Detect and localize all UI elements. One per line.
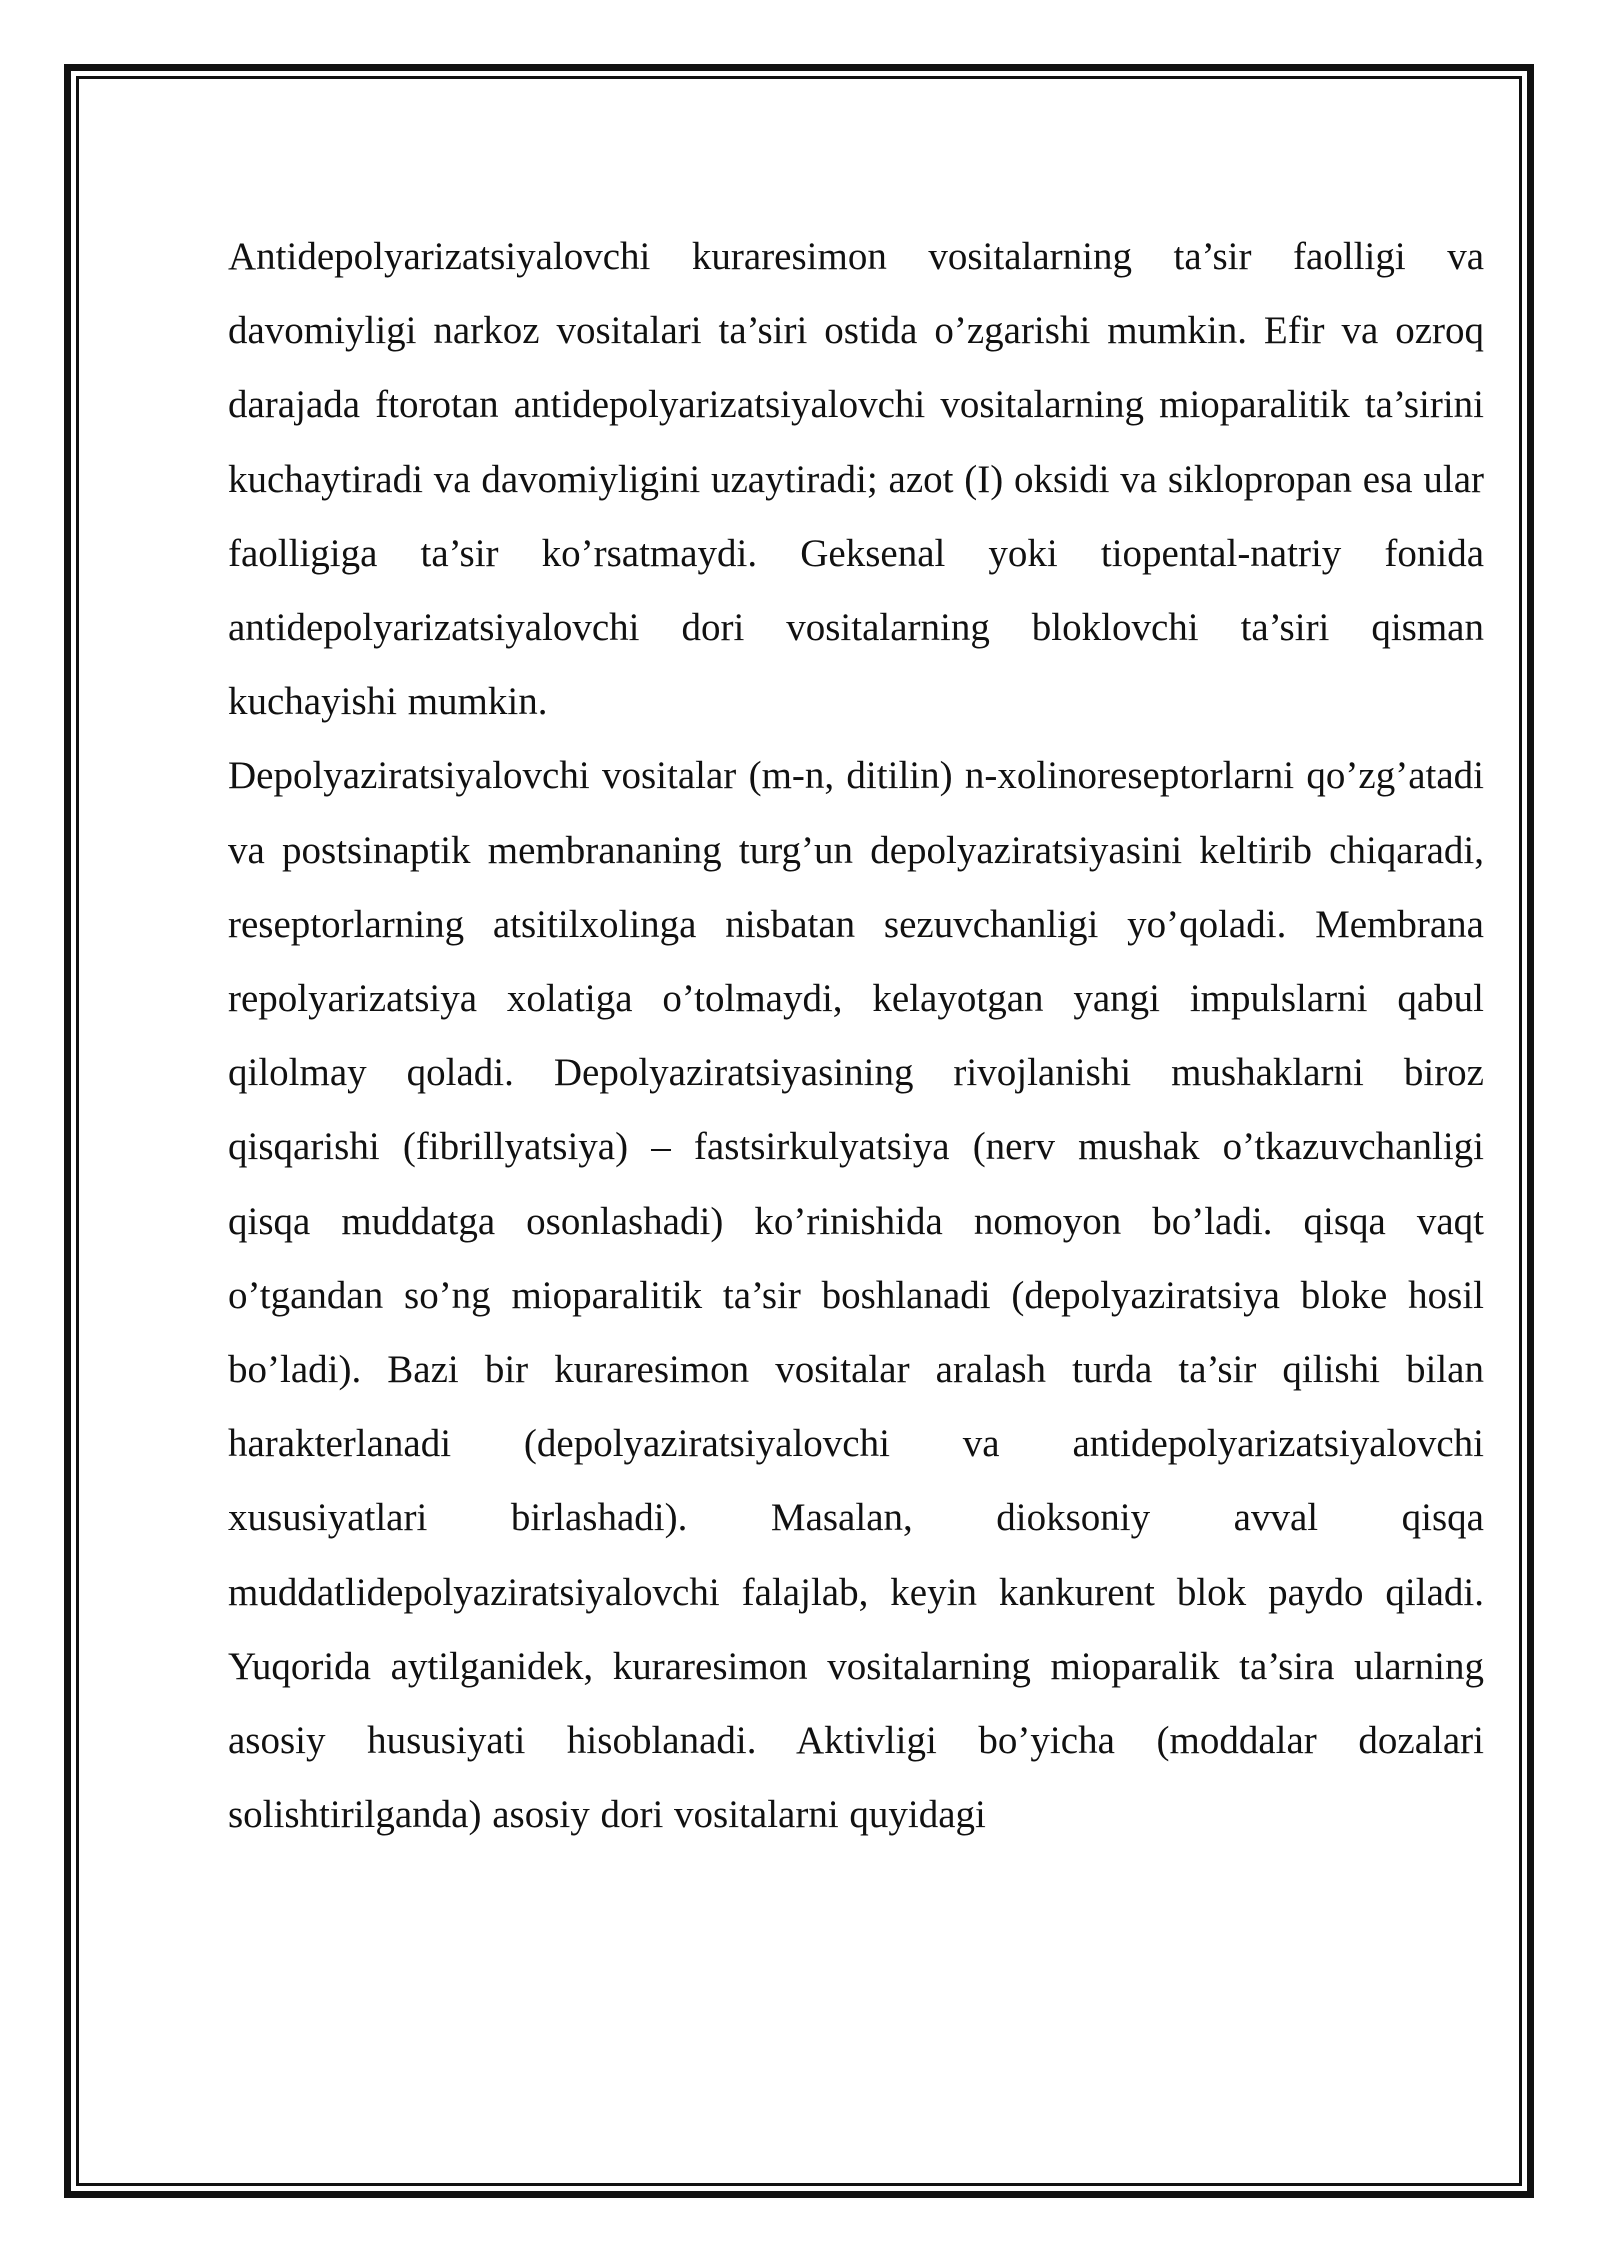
paragraph-antidepolarizing: Antidepolyarizatsiyalovchi kuraresimon vositalarning ta’sir faolligi va davomiyligi narkoz vositalari ta’siri ostida o’zgarishi mumkin. Efir va ozroq darajada ftorotan antidepolyarizatsiyalovchi vositalarning mioparalitik ta’sirini kuchaytiradi va davomiyligini uzaytiradi; azot (I) oksidi va siklopropan esa ular faolligiga ta’sir ko’rsatmaydi. Geksenal yoki tiopental-natriy fonida antidepolyarizatsiyalovchi dori vositalarning bloklovchi ta’siri qisman kuchayishi mumkin. (228, 235, 1484, 724)
document-body (228, 220, 1484, 1852)
paragraph-depolarizing: Depolyaziratsiyalovchi vositalar (m-n, ditilin) n-xolinoreseptorlarni qo’zg’atadi va postsinaptik membrananing turg’un depolyaziratsiyasini keltirib chiqaradi, reseptorlarning atsitilxolinga nisbatan sezuvchanligi yo’qoladi. Membrana repolyarizatsiya xolatiga o’tolmaydi, kelayotgan yangi impulslarni qabul qilolmay qoladi. Depolyaziratsiyasining rivojlanishi mushaklarni biroz qisqarishi (fibrillyatsiya) – fastsirkulyatsiya (nerv mushak o’tkazuvchanligi qisqa muddatga osonlashadi) ko’rinishida nomoyon bo’ladi. qisqa vaqt o’tgandan so’ng mioparalitik ta’sir boshlanadi (depolyaziratsiya bloke hosil bo’ladi). Bazi bir kuraresimon vositalar aralash turda ta’sir qilishi bilan harakterlanadi (depolyaziratsiyalovchi va antidepolyarizatsiyalovchi xususiyatlari birlashadi). Masalan, dioksoniy avval qisqa muddatlidepolyaziratsiyalovchi falajlab, keyin kankurent blok paydo qiladi. Yuqorida aytilganidek, kuraresimon vositalarning mioparalik ta’sira ularning asosiy hususiyati hisoblanadi. Aktivligi bo’yicha (moddalar dozalari solishtirilganda) asosiy dori vositalarni quyidagi (228, 754, 1484, 1837)
